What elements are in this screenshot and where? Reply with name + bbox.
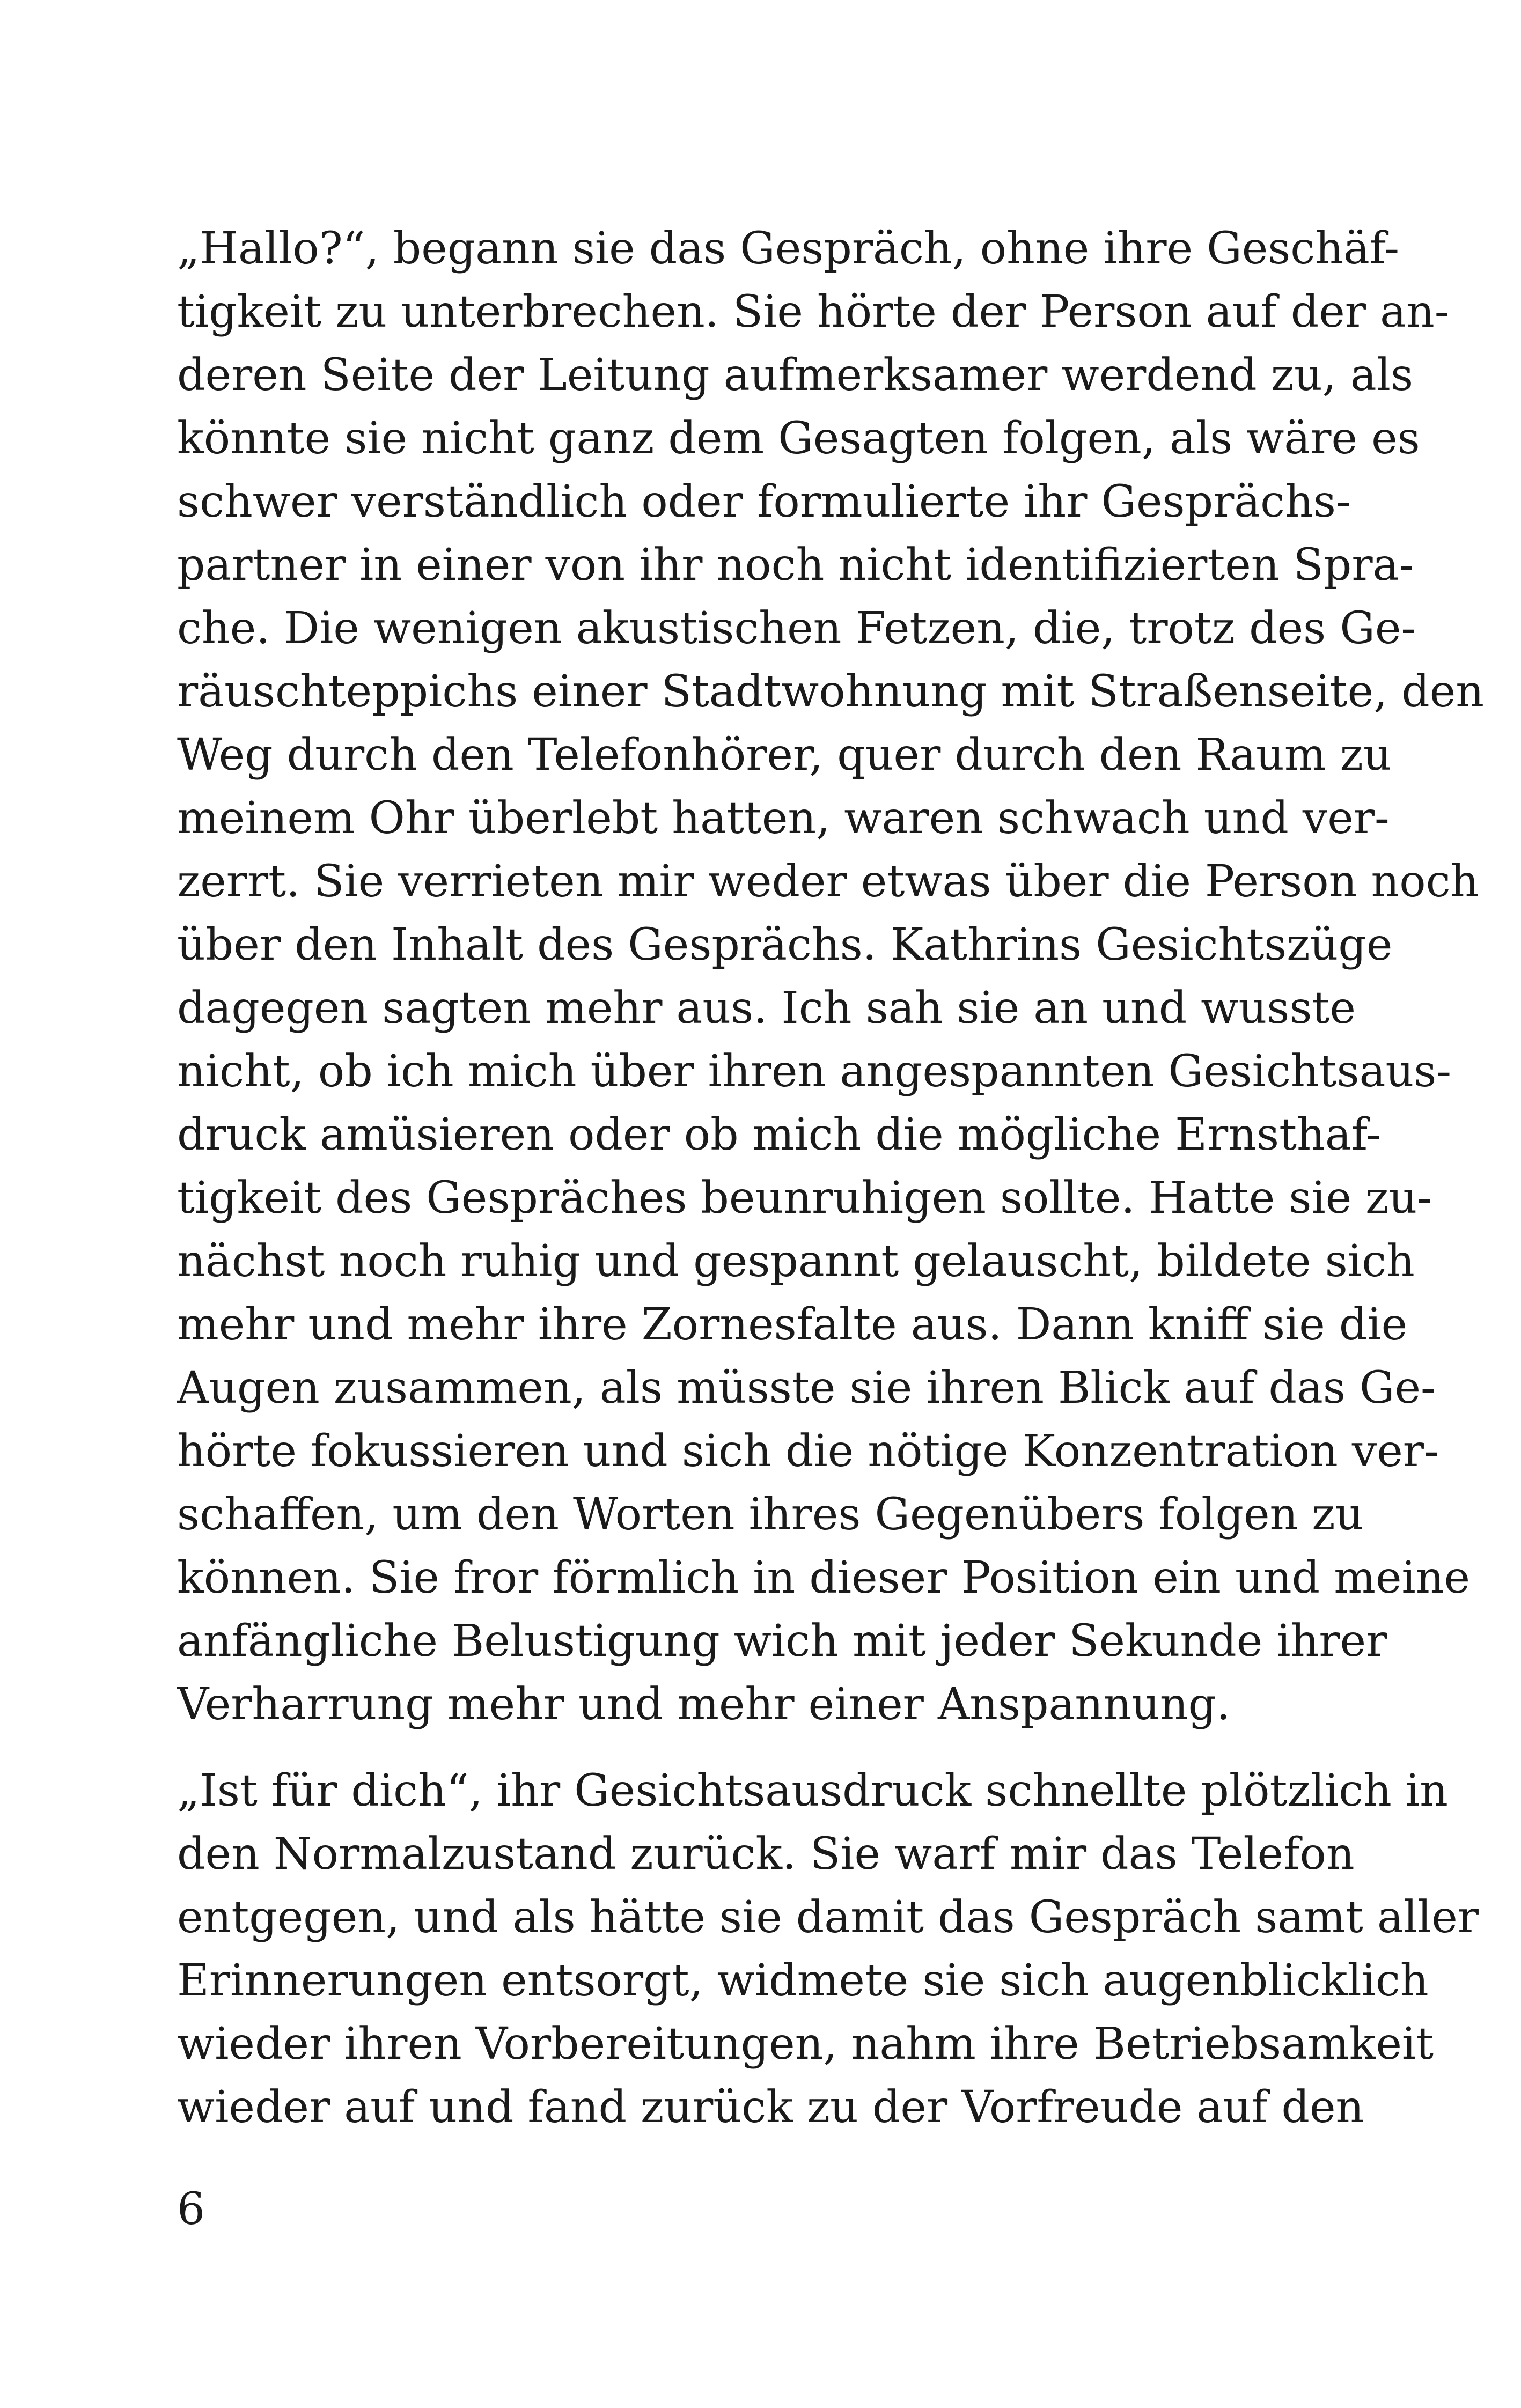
text-line: den Normalzustand zurück. Sie warf mir das Telefon — [177, 1829, 1355, 1880]
text-line: mehr und mehr ihre Zornesfalte aus. Dann kniff sie die — [177, 1299, 1408, 1350]
text-line: Augen zusammen, als müsste sie ihren Blick auf das Ge- — [177, 1363, 1436, 1413]
text-line: tigkeit des Gespräches beunruhigen sollte. Hatte sie zu- — [177, 1173, 1432, 1224]
text-line: über den Inhalt des Gesprächs. Kathrins Gesichtszüge — [177, 919, 1393, 970]
text-line: zerrt. Sie verrieten mir weder etwas über die Person noch — [177, 856, 1479, 907]
text-line: hörte fokussieren und sich die nötige Konzentration ver- — [177, 1426, 1439, 1477]
text-line: deren Seite der Leitung aufmerksamer werdend zu, als — [177, 350, 1414, 401]
text-line: entgegen, und als hätte sie damit das Gespräch samt aller — [177, 1892, 1479, 1943]
text-line: könnte sie nicht ganz dem Gesagten folgen, als wäre es — [177, 413, 1420, 464]
text-line: räuschteppichs einer Stadtwohnung mit Straßenseite, den — [177, 666, 1485, 717]
paragraph-1 — [177, 217, 1485, 1736]
text-line: Erinnerungen entsorgt, widmete sie sich augenblicklich — [177, 1955, 1429, 2006]
text-line: können. Sie fror förmlich in dieser Position ein und meine — [177, 1552, 1471, 1603]
text-line: wieder ihren Vorbereitungen, nahm ihre Betriebsamkeit — [177, 2019, 1434, 2070]
text-line: anfängliche Belustigung wich mit jeder Sekunde ihrer — [177, 1616, 1387, 1667]
text-line: schwer verständlich oder formulierte ihr Gesprächs- — [177, 476, 1351, 527]
text-line: dagegen sagten mehr aus. Ich sah sie an und wusste — [177, 983, 1356, 1034]
paragraph-2 — [177, 1759, 1479, 2139]
text-line: nicht, ob ich mich über ihren angespannten Gesichtsaus- — [177, 1046, 1452, 1097]
text-line: meinem Ohr überlebt hatten, waren schwach und ver- — [177, 793, 1390, 844]
text-line: „Ist für dich“, ihr Gesichtsausdruck schnellte plötzlich in — [177, 1765, 1448, 1816]
page-number: 6 — [177, 2184, 205, 2235]
text-line: tigkeit zu unterbrechen. Sie hörte der Person auf der an- — [177, 286, 1450, 337]
text-line: nächst noch ruhig und gespannt gelauscht, bildete sich — [177, 1236, 1415, 1287]
text-line: Verharrung mehr und mehr einer Anspannung. — [177, 1679, 1231, 1730]
text-line: wieder auf und fand zurück zu der Vorfreude auf den — [177, 2082, 1364, 2133]
text-line: partner in einer von ihr noch nicht identifizierten Spra- — [177, 540, 1414, 591]
text-line: Weg durch den Telefonhörer, quer durch den Raum zu — [177, 730, 1392, 780]
text-line: „Hallo?“, begann sie das Gespräch, ohne ihre Geschäf- — [177, 223, 1400, 274]
text-line: druck amüsieren oder ob mich die mögliche Ernsthaf- — [177, 1109, 1381, 1160]
text-line: schaffen, um den Worten ihres Gegenübers folgen zu — [177, 1489, 1364, 1540]
text-line: che. Die wenigen akustischen Fetzen, die, trotz des Ge- — [177, 603, 1416, 654]
